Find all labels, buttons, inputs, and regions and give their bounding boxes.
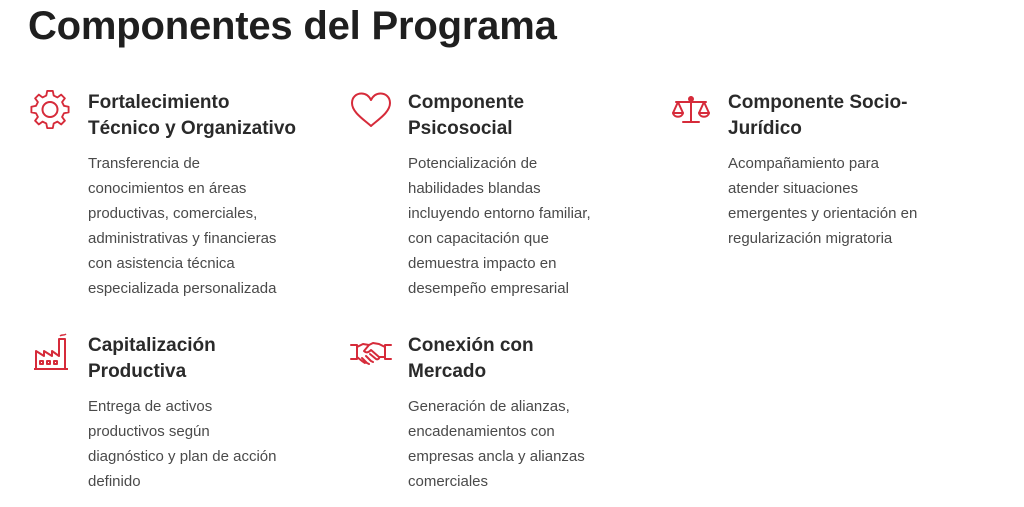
- gear-icon: [28, 90, 74, 130]
- scales-icon: [668, 90, 714, 130]
- component-description: Transferencia de conocimientos en áreas productivas, comerciales, administrativas y financieras con asistencia técnica especializada personalizada: [88, 155, 277, 297]
- component-title: Conexión con Mercado: [408, 335, 534, 382]
- page-title: Componentes del Programa: [28, 4, 557, 48]
- component-title: Fortalecimiento Técnico y Organizativo: [88, 92, 296, 139]
- component-description: Generación de alianzas, encadenamientos con empresas ancla y alianzas comerciales: [408, 398, 585, 490]
- component-title: Capitalización Productiva: [88, 335, 216, 382]
- component-title: Componente Psicosocial: [408, 92, 525, 139]
- component-description: Entrega de activos productivos según diagnóstico y plan de acción definido: [88, 398, 277, 490]
- heart-icon: [348, 90, 394, 130]
- factory-icon: [28, 333, 74, 373]
- component-title: Componente Socio- Jurídico: [728, 92, 908, 139]
- component-description: Potencialización de habilidades blandas incluyendo entorno familiar, con capacitación que demuestra impacto en desempeño empresarial: [408, 155, 591, 297]
- handshake-icon: [348, 333, 394, 373]
- component-description: Acompañamiento para atender situaciones emergentes y orientación en regularización migratoria: [728, 155, 918, 247]
